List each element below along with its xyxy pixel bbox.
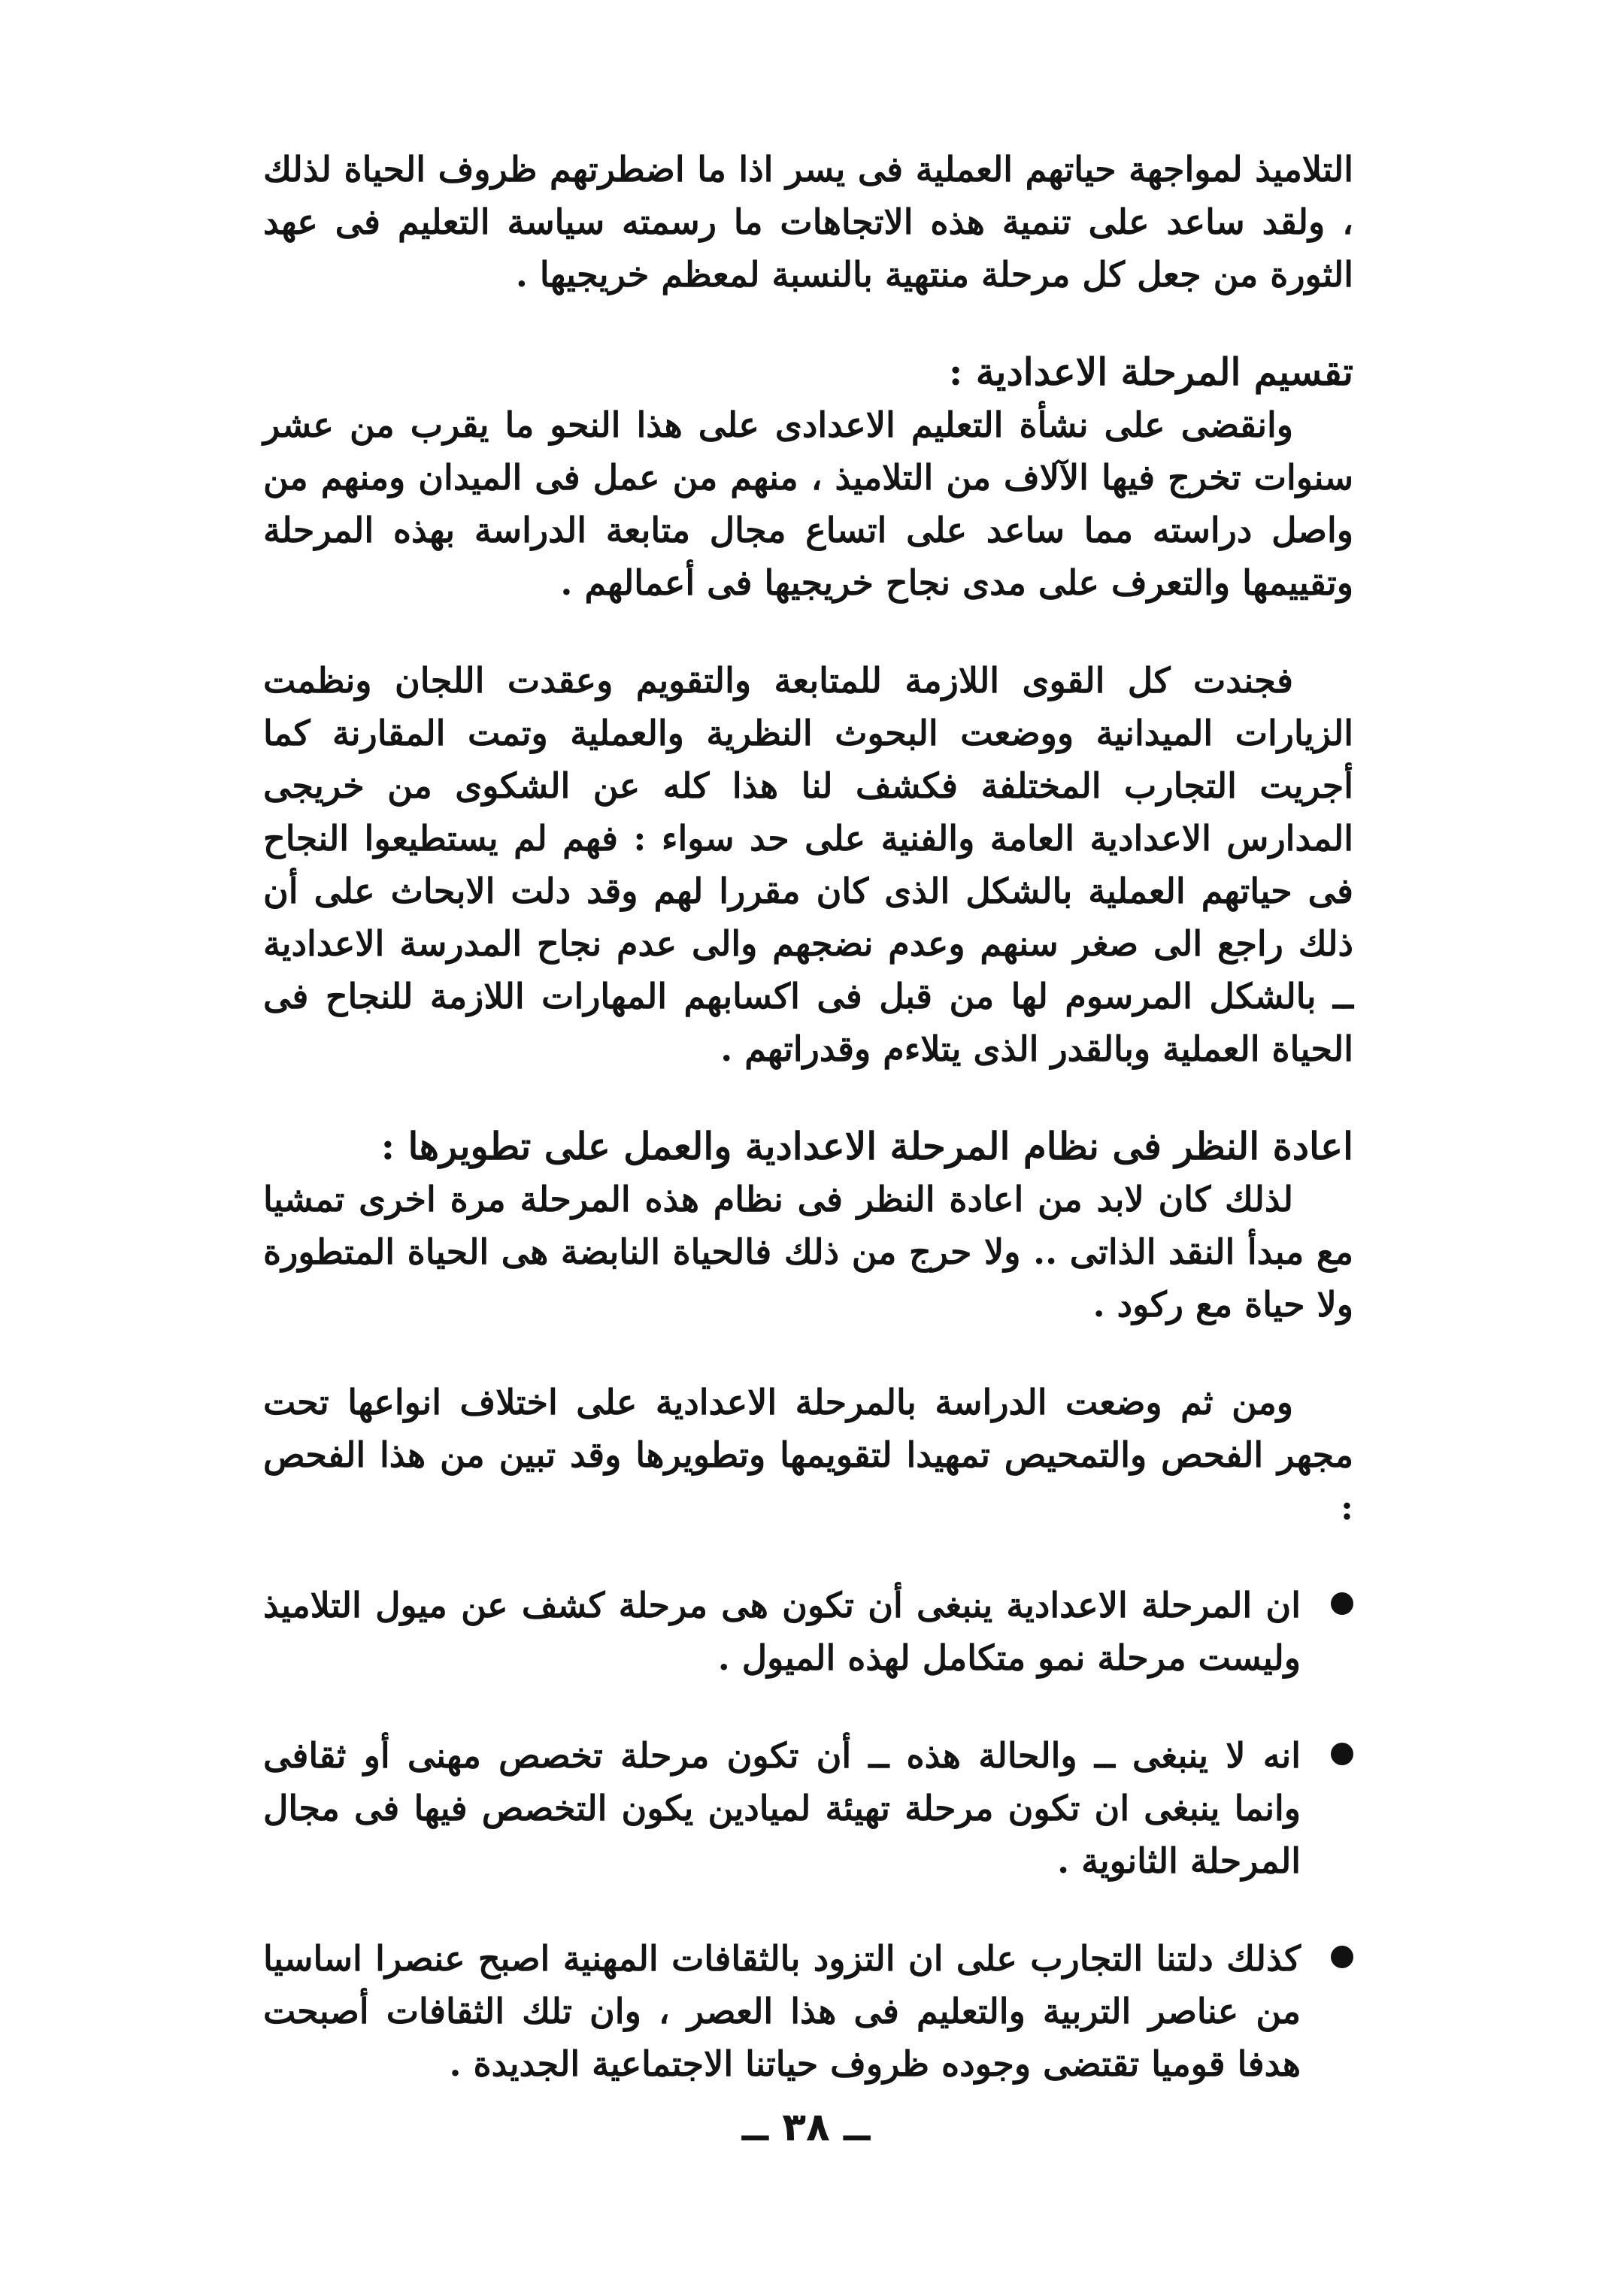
section-heading-review: اعادة النظر فى نظام المرحلة الاعدادية والعمل على تطويرها : xyxy=(380,1124,1353,1168)
paragraph-evaluation: فجندت كل القوى اللازمة للمتابعة والتقويم وعقدت اللجان ونظمت الزيارات الميدانية ووضعت البحوث النظرية والعملية وتمت المقارنة كما أجريت التجارب المختلفة فكشف لنا هذا كله عن الشكوى من خريجى المدارس الاعدادية العامة والفنية على حد سواء : فهم لم يستطيعوا النجاح فى حياتهم العملية بالشكل الذى كان مقررا لهم وقد دلت الابحاث على أن ذلك راجع الى صغر سنهم وعدم نضجهم والى عدم نجاح المدرسة الاعدادية ــ بالشكل المرسوم لها من قبل فى اكسابهم المهارات اللازمة للنجاح فى الحياة العملية وبالقدر الذى يتلاءم وقدراتهم . xyxy=(263,660,1353,1069)
document-body xyxy=(263,143,1353,2090)
section-heading-division: تقسيم المرحلة الاعدادية : xyxy=(948,350,1353,394)
bullet-dot-icon xyxy=(1331,1946,1353,1968)
page-number: ــ ٣٨ ــ xyxy=(741,2105,871,2150)
bullet-item xyxy=(263,1932,1353,2090)
paragraph-self-criticism: لذلك كان لابد من اعادة النظر فى نظام هذه المرحلة مرة اخرى تمشيا مع مبدأ النقد الذاتى .. ولا حرج من ذلك فالحياة النابضة هى الحياة المتطورة ولا حياة مع ركود . xyxy=(263,1179,1353,1325)
bullet-item xyxy=(263,1579,1353,1684)
bullet-dot-icon xyxy=(1331,1743,1353,1765)
bullet-text: انه لا ينبغى ــ والحالة هذه ــ أن تكون مرحلة تخصص مهنى أو ثقافى وانما ينبغى ان تكون مرحلة تهيئة لميادين يكون التخصص فيها فى مجال المرحلة الثانوية . xyxy=(263,1735,1301,1881)
bullet-text: كذلك دلتنا التجارب على ان التزود بالثقافات المهنية اصبح عنصرا اساسيا من عناصر التربية والتعليم فى هذا العصر ، وان تلك الثقافات أصبحت هدفا قوميا تقتضى وجوده ظروف حياتنا الاجتماعية الجديدة . xyxy=(263,1938,1301,2084)
paragraph-decade: وانقضى على نشأة التعليم الاعدادى على هذا النحو ما يقرب من عشر سنوات تخرج فيها الآلاف من التلاميذ ، منهم من عمل فى الميدان ومنهم من واصل دراسته مما ساعد على اتساع مجال متابعة الدراسة بهذه المرحلة وتقييمها والتعرف على مدى نجاح خريجيها فى أعمالهم . xyxy=(263,404,1353,603)
bullet-item xyxy=(263,1729,1353,1887)
paragraph-examination: ومن ثم وضعت الدراسة بالمرحلة الاعدادية على اختلاف انواعها تحت مجهر الفحص والتمحيص تمهيدا لتقويمها وتطويرها وقد تبين من هذا الفحص : xyxy=(263,1382,1353,1528)
bullet-text: ان المرحلة الاعدادية ينبغى أن تكون هى مرحلة كشف عن ميول التلاميذ وليست مرحلة نمو متكامل لهذه الميول . xyxy=(263,1585,1301,1678)
bullet-dot-icon xyxy=(1331,1592,1353,1615)
paragraph-intro: التلاميذ لمواجهة حياتهم العملية فى يسر اذا ما اضطرتهم ظروف الحياة لذلك ، ولقد ساعد على تنمية هذه الاتجاهات ما رسمته سياسة التعليم فى عهد الثورة من جعل كل مرحلة منتهية بالنسبة لمعظم خريجيها . xyxy=(263,149,1353,295)
